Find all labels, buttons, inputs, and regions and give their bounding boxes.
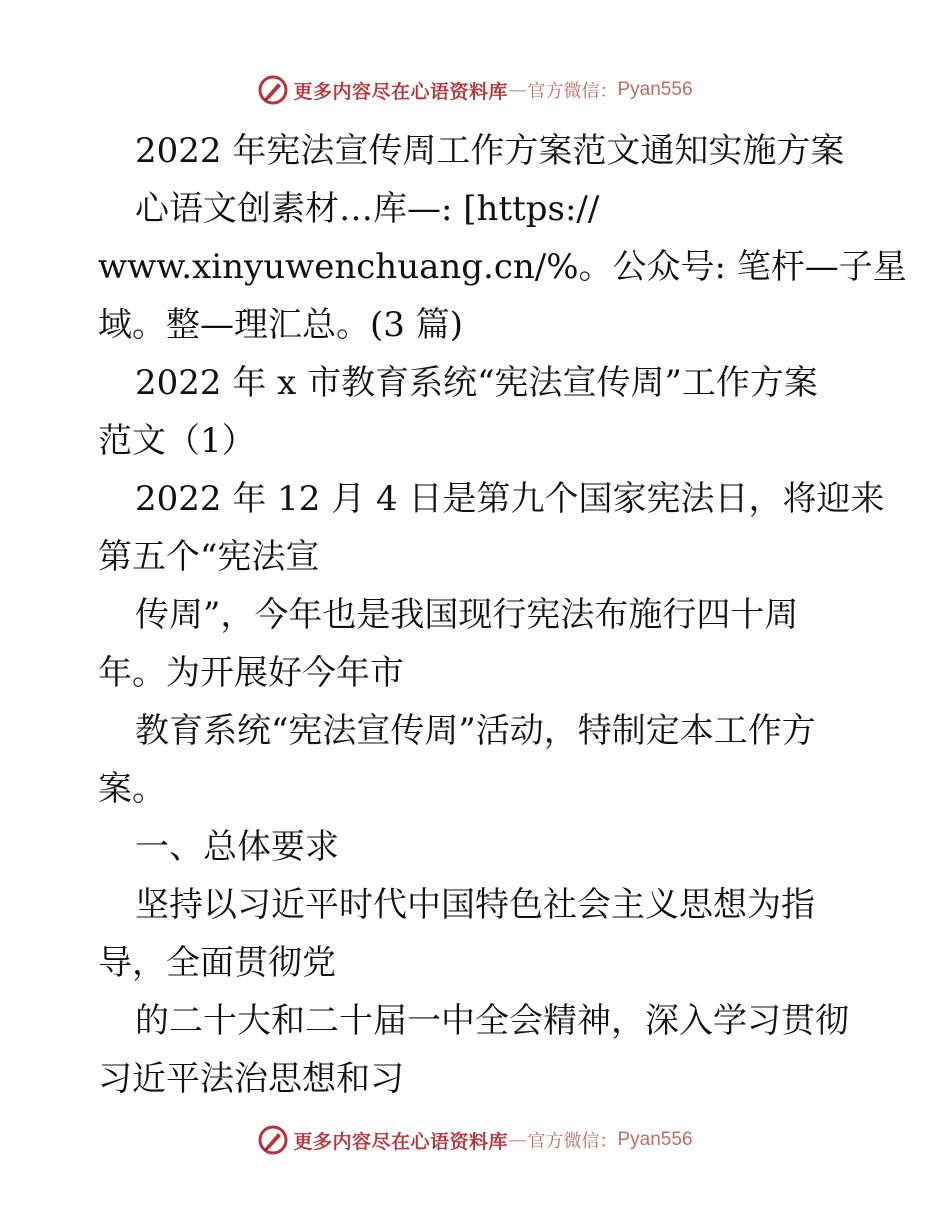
doc-paragraph-line: 案。 — [98, 769, 166, 809]
banner-sub: 官方微信： — [527, 81, 618, 102]
doc-paragraph-line: 2022 年 12 月 4 日是第九个国家宪法日，将迎来 — [135, 479, 885, 519]
doc-paragraph-line: 的二十大和二十届一中全会精神，深入学习贯彻 — [135, 1001, 849, 1041]
doc-paragraph-line: 习近平法治思想和习 — [98, 1059, 404, 1099]
doc-title-line-1: 2022 年宪法宣传周工作方案范文通知实施方案 — [135, 131, 845, 171]
banner-id: Pyan556 — [617, 79, 693, 100]
doc-paragraph-line: 传周”，今年也是我国现行宪法布施行四十周 — [135, 595, 799, 635]
doc-paragraph-line: 教育系统“宪法宣传周”活动，特制定本工作方 — [135, 711, 816, 751]
doc-paragraph-line: 坚持以习近平时代中国特色社会主义思想为指 — [135, 885, 815, 925]
doc-heading-line-2: 范文（1） — [98, 421, 256, 461]
doc-section-heading: 一、总体要求 — [135, 827, 339, 867]
doc-heading-line-1: 2022 年 x 市教育系统“宪法宣传周”工作方案 — [135, 363, 818, 403]
doc-source-line-1: 心语文创素材…库—: [https:// — [135, 189, 600, 229]
doc-source-line-3: 域。整—理汇总。(3 篇) — [98, 305, 463, 345]
banner-id: Pyan556 — [617, 1129, 693, 1150]
banner-dash: — — [508, 79, 528, 101]
banner-brand: 更多内容尽在心语资料库 — [293, 80, 508, 103]
banner-dash: — — [508, 1129, 528, 1151]
footer-watermark — [0, 1122, 950, 1158]
doc-paragraph-line: 年。为开展好今年市 — [98, 653, 404, 693]
banner-brand: 更多内容尽在心语资料库 — [293, 1130, 508, 1153]
pen-logo-icon — [257, 1124, 289, 1156]
pen-logo-icon — [257, 74, 289, 106]
doc-paragraph-line: 第五个“宪法宣 — [98, 537, 320, 577]
doc-source-line-2: www.xinyuwenchuang.cn/%。公众号: 笔杆—子星 — [98, 247, 907, 287]
header-watermark — [0, 72, 950, 108]
banner-sub: 官方微信： — [527, 1131, 618, 1152]
document-body — [98, 122, 907, 1108]
doc-paragraph-line: 导，全面贯彻党 — [98, 943, 336, 983]
